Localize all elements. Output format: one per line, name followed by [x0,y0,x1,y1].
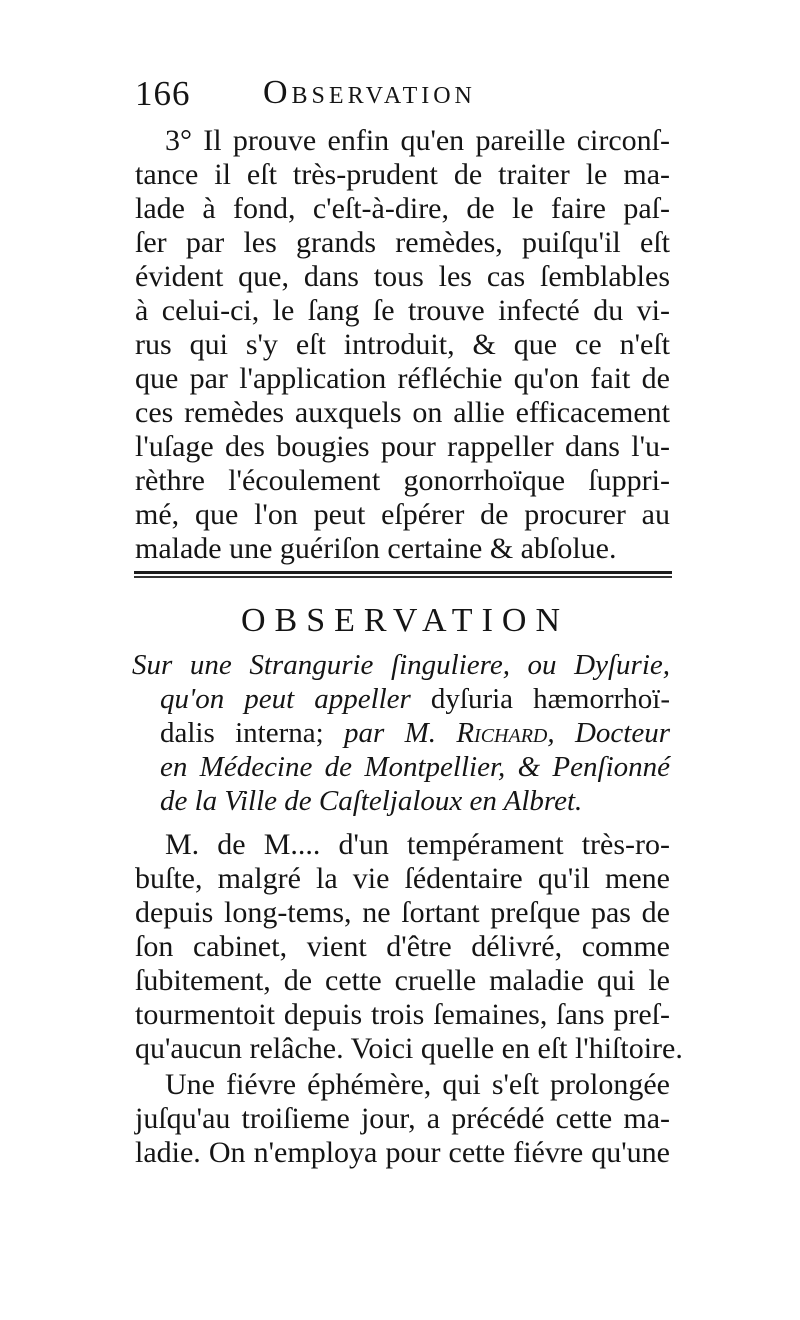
text-line: ſubitement, de cette cruelle maladie qui le [135,964,670,997]
text-line: rèthre l'écoulement gonorrhoïque ſuppri- [135,464,670,497]
text-line: rus qui s'y eſt introduit, & que ce n'eſt [135,328,670,361]
text-line: ſer par les grands remèdes, puiſqu'il eſt [135,226,670,259]
page-header [135,74,565,118]
text-line: malade une guériſon certaine & abſolue. [135,532,617,565]
subtitle-roman: dalis interna; [160,717,344,749]
text-line: 3° Il prouve enfin qu'en pareille circonſ- [165,124,670,157]
text-line: l'uſage des bougies pour rappeller dans l'u- [135,430,670,463]
text-line: Une fiévre éphémère, qui s'eſt prolongée [165,1068,670,1101]
text-line: évident que, dans tous les cas ſemblables [135,260,670,293]
subtitle-italic: qu'on peut appeller [160,683,411,715]
text-line: qu'aucun relâche. Voici quelle en eſt l'hiſtoire. [135,1032,683,1065]
subtitle-roman: dyſuria hæmorrhoï- [410,683,671,715]
text-line: ces remèdes auxquels on allie efficacement [135,396,670,429]
section-title: OBSERVATION [240,602,570,639]
subtitle-line: Sur une Strangurie ſinguliere, ou Dyſurie, [132,649,670,681]
text-line: mé, que l'on peut eſpérer de procurer au [135,498,670,531]
page-number: 166 [135,74,191,113]
text-line: buſte, malgré la vie ſédentaire qu'il mene [135,862,670,895]
section-divider [134,567,672,581]
subtitle-line [160,682,670,716]
text-line: tourmentoit depuis trois ſemaines, ſans preſ- [135,998,670,1031]
subtitle-line [160,716,670,750]
text-line: lade à fond, c'eſt-à-dire, de le faire paſ- [135,192,670,225]
subtitle-italic: par M. [344,717,457,749]
subtitle-line: de la Ville de Caſteljaloux en Albret. [160,785,583,817]
text-line: tance il eſt très-prudent de traiter le ma- [135,158,670,191]
running-head: Observation [263,74,476,111]
subtitle-italic: , Docteur [547,717,670,749]
subtitle-line: en Médecine de Montpellier, & Penſionné [160,751,670,783]
text-line: à celui-ci, le ſang ſe trouve infecté du vi- [135,294,670,327]
author-name: Richard [456,717,548,749]
text-line: ladie. On n'employa pour cette fiévre qu'une [135,1136,670,1169]
text-line: M. de M.... d'un tempérament très-ro- [165,828,670,861]
text-line: juſqu'au troiſieme jour, a précédé cette ma- [135,1102,670,1135]
text-line: ſon cabinet, vient d'être délivré, comme [135,930,670,963]
text-line: depuis long-tems, ne ſortant preſque pas de [135,896,670,929]
text-line: que par l'application réfléchie qu'on fait de [135,362,670,395]
